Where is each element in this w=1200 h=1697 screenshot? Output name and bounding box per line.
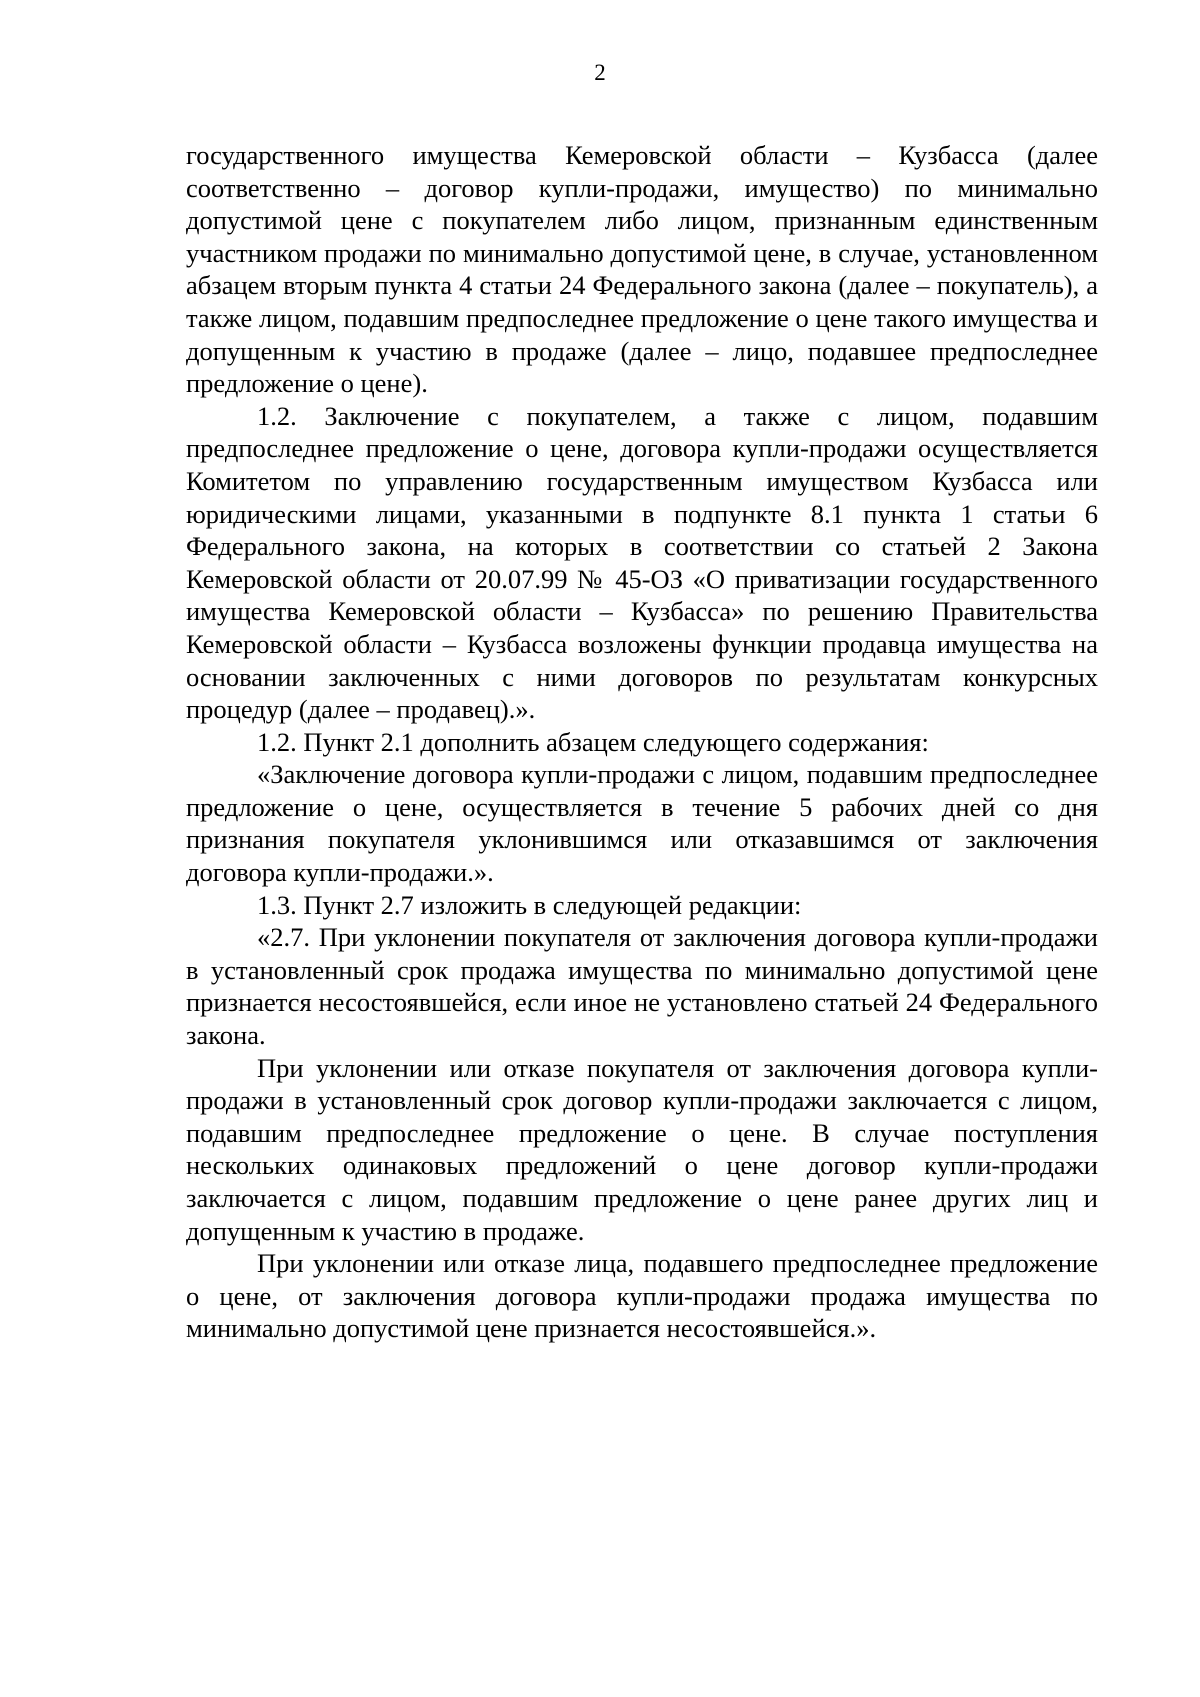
document-body [186,139,1098,1345]
page-number: 2 [594,60,606,85]
paragraph-refusal-second-bidder: При уклонении или отказе лица, подавшего предпоследнее предложение о цене, от заключения договора купли-продажи продажа имущества по минимально допустимой цене признается несостоявшейся.». [186,1248,1098,1344]
paragraph-clause-1-3: 1.3. Пункт 2.7 изложить в следующей редакции: [257,889,802,920]
paragraph-clause-1-2-conclusion: 1.2. Заключение с покупателем, а также с лицом, подавшим предпоследнее предложение о цене, договора купли-продажи осуществляется Комитетом по управлению государственным имуществом Кузбасса или юридическими лицами, указанными в подпункте 8.1 пункта 1 статьи 6 Федерального закона, на которых в соответствии со статьей 2 Закона Кемеровской области от 20.07.99 № 45-ОЗ «О приватизации государственного имущества Кемеровской области – Кузбасса» по решению Правительства Кемеровской области – Кузбасса возложены функции продавца имущества на основании заключенных с ними договоров по результатам конкурсных процедур (далее – продавец).». [186,400,1098,725]
paragraph-quoted-addition: «Заключение договора купли-продажи с лицом, подавшим предпоследнее предложение о цене, осуществляется в течение 5 рабочих дней со дня признания покупателя уклонившимся или отказавшимся от заключения договора купли-продажи.». [186,759,1098,888]
paragraph-continuation: государственного имущества Кемеровской области – Кузбасса (далее соответственно – договор купли-продажи, имущество) по минимально допустимой цене с покупателем либо лицом, признанным единственным участником продажи по минимально допустимой цене, в случае, установленном абзацем вторым пункта 4 статьи 24 Федерального закона (далее – покупатель), а также лицом, подавшим предпоследнее предложение о цене такого имущества и допущенным к участию в продаже (далее – лицо, подавшее предпоследнее предложение о цене). [186,140,1098,399]
paragraph-clause-2-7: «2.7. При уклонении покупателя от заключения договора купли-продажи в установленный срок продажа имущества по минимально допустимой цене признается несостоявшейся, если иное не установлено статьей 24 Федерального закона. [186,922,1098,1051]
paragraph-refusal-buyer: При уклонении или отказе покупателя от заключения договора купли-продажи в установленный срок договор купли-продажи заключается с лицом, подавшим предпоследнее предложение о цене. В случае поступления нескольких одинаковых предложений о цене договор купли-продажи заключается с лицом, подавшим предложение о цене ранее других лиц и допущенным к участию в продаже. [186,1052,1098,1246]
paragraph-clause-1-2-amendment: 1.2. Пункт 2.1 дополнить абзацем следующего содержания: [257,726,929,757]
